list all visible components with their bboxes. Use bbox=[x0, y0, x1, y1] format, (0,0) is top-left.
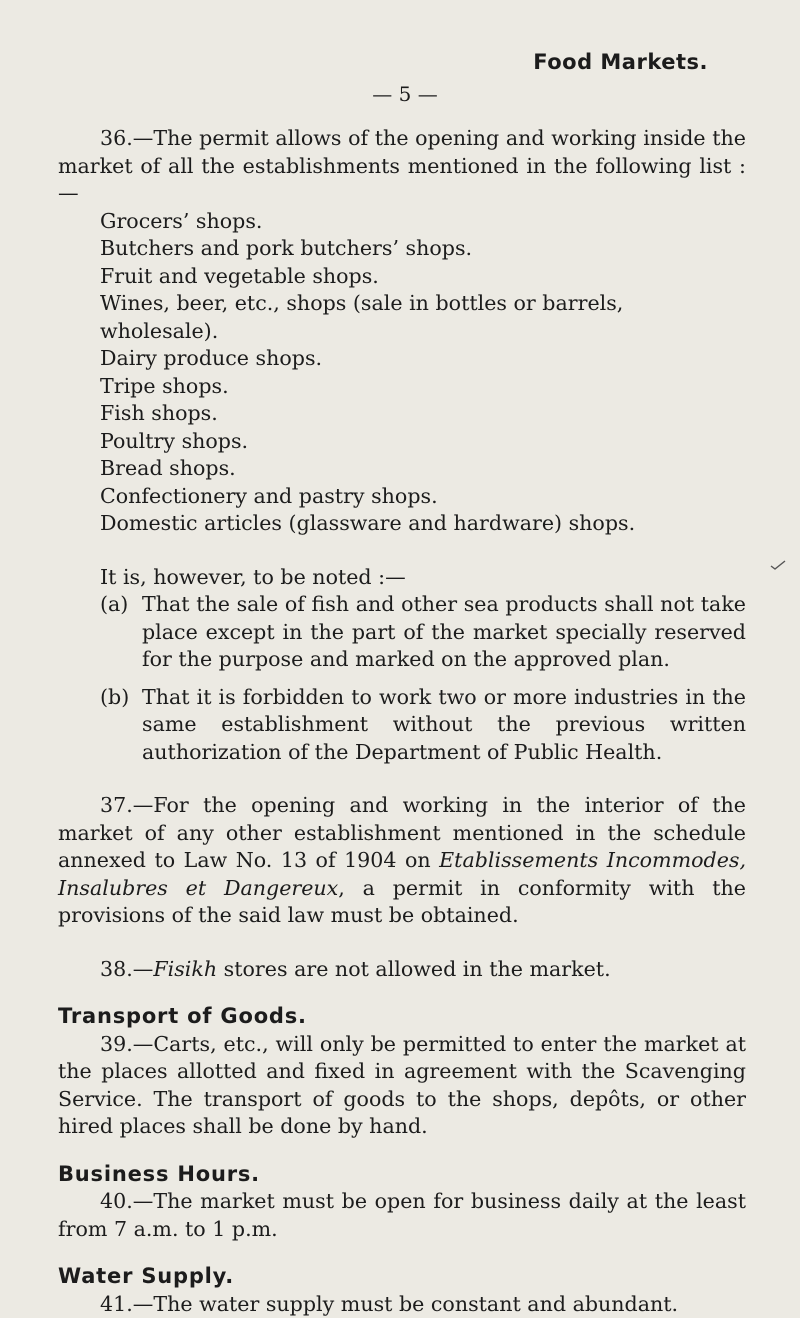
section-41: 41.—The water supply must be constant and abundant. bbox=[58, 1291, 746, 1318]
fisikh-term: Fisikh bbox=[153, 957, 217, 981]
list-item: Fish shops. bbox=[100, 400, 746, 428]
list-item: Dairy produce shops. bbox=[100, 345, 746, 373]
condition-b bbox=[100, 684, 746, 767]
list-item: Fruit and vegetable shops. bbox=[100, 263, 746, 291]
water-supply-heading: Water Supply. bbox=[58, 1263, 746, 1291]
condition-marker: (a) bbox=[100, 591, 142, 674]
condition-text: That the sale of fish and other sea products shall not take place except in the part of the market specially reserved for the purpose and marked on the approved plan. bbox=[142, 591, 746, 674]
list-item: Wines, beer, etc., shops (sale in bottles or barrels, wholesale). bbox=[100, 290, 746, 345]
list-item: Confectionery and pastry shops. bbox=[100, 483, 746, 511]
list-item: Domestic articles (glassware and hardware) shops. bbox=[100, 510, 746, 538]
section-40: 40.—The market must be open for business daily at the least from 7 a.m. to 1 p.m. bbox=[58, 1188, 746, 1243]
body-text bbox=[58, 125, 746, 1318]
list-item: Tripe shops. bbox=[100, 373, 746, 401]
page-number: — 5 — bbox=[355, 82, 455, 106]
condition-text: That it is forbidden to work two or more industries in the same establishment without the previous written authorization of the Department of Public Health. bbox=[142, 684, 746, 767]
establishment-list bbox=[100, 208, 746, 538]
section-37: 37.—For the opening and working in the interior of the market of any other establishment mentioned in the schedule annexed to Law No. 13 of 1904 on Etablissements Incommodes, Insalubres et Dangereux, a permit in conformity with the provisions of the said law must be obtained. bbox=[58, 792, 746, 930]
list-item: Grocers’ shops. bbox=[100, 208, 746, 236]
list-item: Poultry shops. bbox=[100, 428, 746, 456]
running-head: Food Markets. bbox=[533, 50, 708, 74]
condition-marker: (b) bbox=[100, 684, 142, 767]
condition-a bbox=[100, 591, 746, 674]
section-36-note: It is, however, to be noted :— bbox=[100, 564, 746, 592]
transport-heading: Transport of Goods. bbox=[58, 1003, 746, 1031]
pencil-tick-mark-icon bbox=[770, 555, 786, 571]
list-item: Bread shops. bbox=[100, 455, 746, 483]
law-title: Etablissements Incommodes, Insalubres et Dangereux bbox=[58, 848, 746, 900]
section-39: 39.—Carts, etc., will only be permitted to enter the market at the places allotted and fixed in agreement with the Scavenging Service. The transport of goods to the shops, depôts, or other hired places shall be done by hand. bbox=[58, 1031, 746, 1141]
business-hours-heading: Business Hours. bbox=[58, 1161, 746, 1189]
section-38: 38.—Fisikh stores are not allowed in the market. bbox=[58, 956, 746, 984]
list-item: Butchers and pork butchers’ shops. bbox=[100, 235, 746, 263]
section-36-intro: 36.—The permit allows of the opening and working inside the market of all the establishments mentioned in the following list :— bbox=[58, 125, 746, 208]
